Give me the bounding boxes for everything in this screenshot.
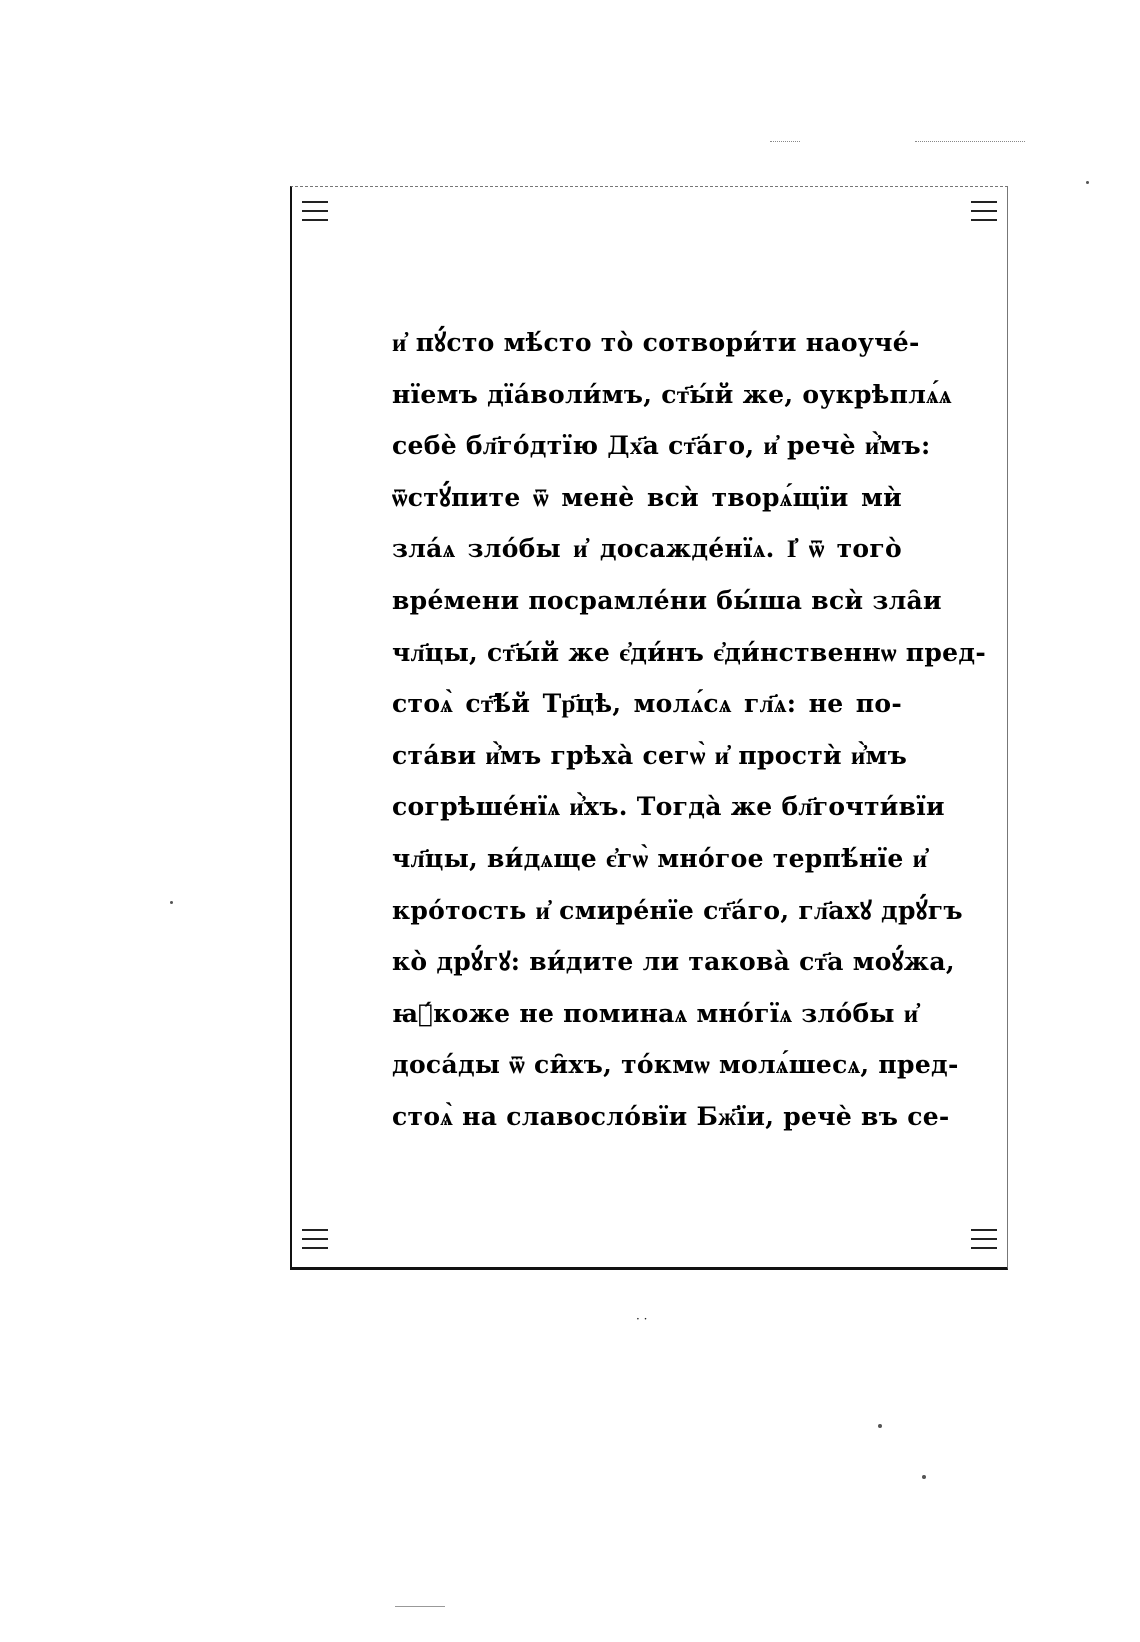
corner-ornament-top-right <box>967 197 1001 229</box>
scan-artifact-top-right <box>915 141 1025 142</box>
corner-ornament-top-left <box>298 197 332 229</box>
corner-ornament-bottom-left <box>298 1225 332 1257</box>
text-line-3: себѐ бл҃го́дтїю Дх҃а ст҃а́го, и҆ речѐ и҆̀мъ: <box>392 431 931 461</box>
scan-speck-2 <box>922 1475 926 1479</box>
text-line-1: и҆ пꙋ́сто мѣ́сто то̀ сотвори́ти наоуче́- <box>392 328 920 357</box>
text-line-7: чл҃цы, ст҃ы́й же є҆ди́нъ є҆ди́нственнѡ пред- <box>392 637 986 667</box>
text-line-16: стоѧ̀ на славосло́вїи Бж҃їи, речѐ въ се- <box>392 1101 950 1131</box>
scan-speck-4 <box>1086 181 1089 184</box>
text-line-11: чл҃цы, ви́дѧще є҆гѡ̀ мно́гое терпѣ́нїе и҆ <box>392 843 928 873</box>
scan-artifact-top-middle <box>770 141 800 142</box>
text-line-12: кро́тость и҆ смире́нїе ст҃а́го, гл҃ахꙋ дрꙋ́гъ <box>392 895 963 925</box>
text-line-2: нїемъ дїа́воли́мъ, ст҃ы́й же, оукрѣплѧ́ѧ <box>392 379 952 409</box>
text-line-9: ста́ви и҆̀мъ грѣха̀ сегѡ̀ и҆ простѝ и҆̀мъ <box>392 740 908 770</box>
text-body <box>392 317 986 1143</box>
text-line-14: ꙗ҆́коже не поминаѧ мно́гїѧ зло́бы и҆ <box>392 998 919 1028</box>
text-line-15: доса́ды ѿ си̑хъ, то́кмѡ молѧ́шесѧ, пред- <box>392 1050 959 1080</box>
text-line-6: вре́мени посрамле́ни бы́ша всѝ зла̑и <box>392 585 942 615</box>
text-line-10: согрѣше́нїѧ и҆̀хъ. Тогда̀ же бл҃гочти́вїи <box>392 792 945 822</box>
page-marker: · · <box>636 1312 648 1326</box>
text-line-8: стоѧ̀ ст҃ѣ́й Тр҃цѣ, молѧ́сѧ гл҃ѧ: не по- <box>392 689 902 719</box>
text-line-5: зла́ѧ зло́бы и҆ досажде́нїѧ. І҆ ѿ того̀ <box>392 534 902 564</box>
corner-ornament-bottom-right <box>967 1225 1001 1257</box>
scan-speck-1 <box>878 1424 882 1428</box>
text-line-13: ко̀ дрꙋ́гꙋ: ви́дите ли такова̀ ст҃а моꙋ́жа, <box>392 947 955 977</box>
text-line-4: ѿстꙋ́пите ѿ менѐ всѝ творѧ́щїи мѝ <box>392 482 902 512</box>
scan-speck-3 <box>170 901 173 904</box>
scan-artifact-bottom-left <box>395 1606 445 1607</box>
